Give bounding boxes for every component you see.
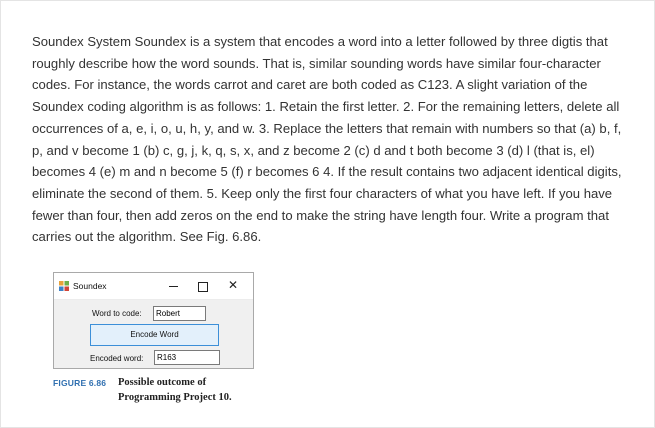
app-icon (59, 281, 69, 291)
close-button[interactable] (226, 277, 244, 295)
figure-label: FIGURE 6.86 (53, 378, 107, 388)
minimize-button[interactable] (165, 277, 183, 295)
window-title: Soundex (73, 281, 107, 291)
close-icon: ✕ (228, 278, 239, 292)
window-titlebar (54, 273, 253, 300)
encoded-word-label: Encoded word: (90, 354, 144, 363)
soundex-window (53, 272, 254, 369)
maximize-button[interactable] (194, 277, 212, 295)
question-text: Soundex System Soundex is a system that encodes a word into a letter followed by three digtis that roughly describe how the word sounds. That is, similar sounding words have similar four-character codes. For instance, the words carrot and caret are both coded as C123. A slight variation of the Soundex coding algorithm is as follows: 1. Retain the first letter. 2. For the remaining letters, delete all occurrences of a, e, i, o, u, h, y, and w. 3. Replace the letters that remain with numbers so that (a) b, f, p, and v become 1 (b) c, g, j, k, q, s, x, and z become 2 (c) d and t both become 3 (d) l (that is, el) becomes 4 (e) m and n become 5 (f) r becomes 6 4. If the result contains two adjacent identical digits, eliminate the second of them. 5. Keep only the first four characters of what you have left. If you have fewer than four, then add zeros on the end to make the string have length four. Write a program that carries out the algorithm. See Fig. 6.86. (32, 34, 622, 245)
minimize-icon (169, 286, 178, 287)
maximize-icon (198, 282, 208, 292)
figure-caption: Possible outcome of Programming Project 10. (118, 377, 232, 403)
word-to-code-label: Word to code: (92, 309, 142, 318)
encoded-word-output[interactable]: R163 (154, 350, 220, 365)
word-to-code-input[interactable]: Robert (153, 306, 206, 321)
encode-word-button[interactable]: Encode Word (90, 324, 219, 346)
